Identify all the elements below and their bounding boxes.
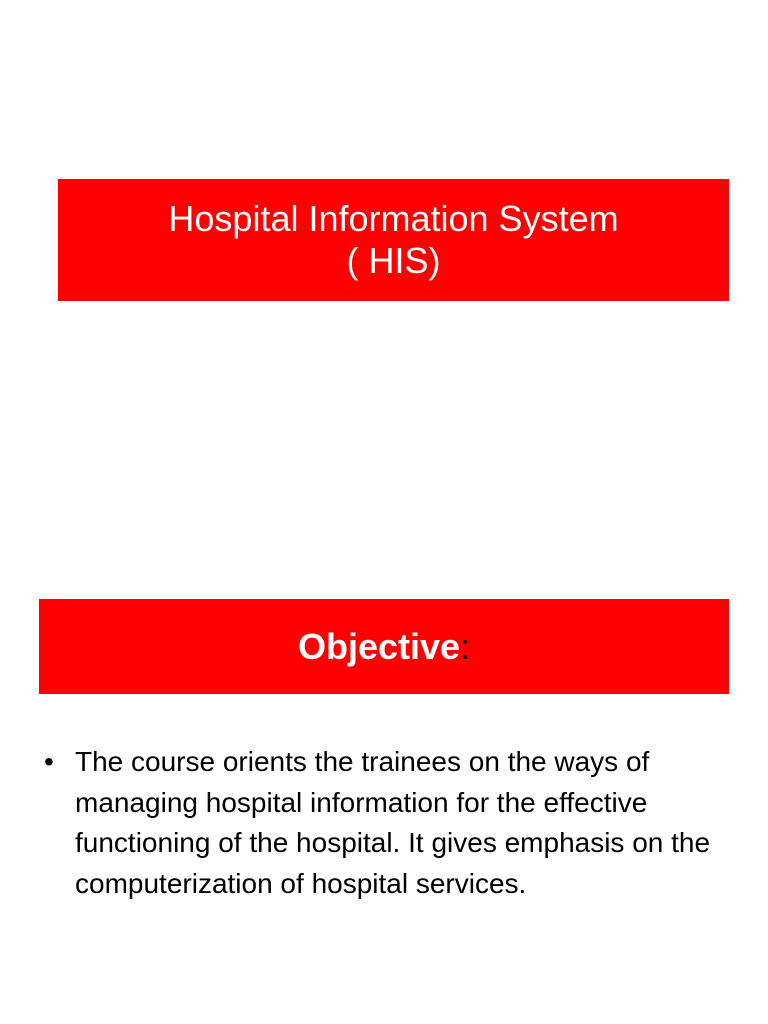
bullet-text: The course orients the trainees on the ways of managing hospital information for the effective functioning of the hospital. It gives emphasis on the computerization of hospital services.	[75, 746, 711, 899]
objective-colon: :	[460, 625, 471, 667]
title-banner	[58, 179, 729, 301]
title-line-1: Hospital Information System	[168, 198, 619, 239]
bullet-list	[40, 742, 730, 904]
objective-heading-text: Objective	[297, 625, 461, 667]
list-item	[40, 742, 730, 904]
title-line-2: ( HIS)	[346, 240, 441, 281]
bullet-icon: •	[44, 746, 54, 777]
objective-heading	[298, 626, 470, 668]
objective-banner	[39, 599, 729, 694]
